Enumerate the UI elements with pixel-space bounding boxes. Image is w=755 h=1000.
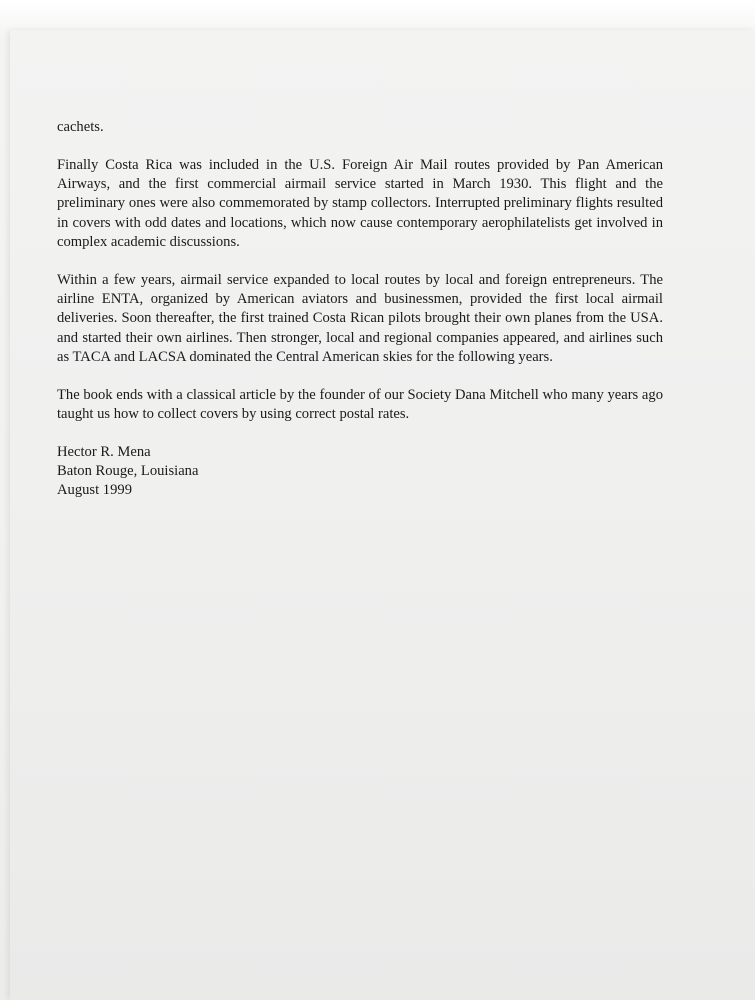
paragraph-cachets: cachets.	[57, 119, 104, 135]
document-body	[57, 118, 663, 501]
paragraph-foreign-air-mail: Finally Costa Rica was included in the U.S. Foreign Air Mail routes provided by Pan American Airways, and the first commercial airmail service started in March 1930. This flight and the preliminary ones were also commemorated by stamp collectors. Interrupted preliminary flights resulted in covers with odd dates and locations, which now cause contemporary aerophilatelists get involved in complex academic discussions.	[57, 156, 663, 250]
signature-block	[57, 443, 663, 501]
author-name: Hector R. Mena	[57, 443, 151, 460]
paragraph-book-ends: The book ends with a classical article by the founder of our Society Dana Mitchell who many years ago taught us how to collect covers by using correct postal rates.	[57, 386, 663, 423]
signature-date: August 1999	[57, 482, 132, 499]
author-place: Baton Rouge, Louisiana	[57, 463, 199, 480]
paragraph-local-routes: Within a few years, airmail service expanded to local routes by local and foreign entrepreneurs. The airline ENTA, organized by American aviators and businessmen, provided the first local airmail deliveries. Soon thereafter, the first trained Costa Rican pilots brought their own planes from the USA. and started their own airlines. Then stronger, local and regional companies appeared, and airlines such as TACA and LACSA dominated the Central American skies for the following years.	[57, 271, 663, 365]
